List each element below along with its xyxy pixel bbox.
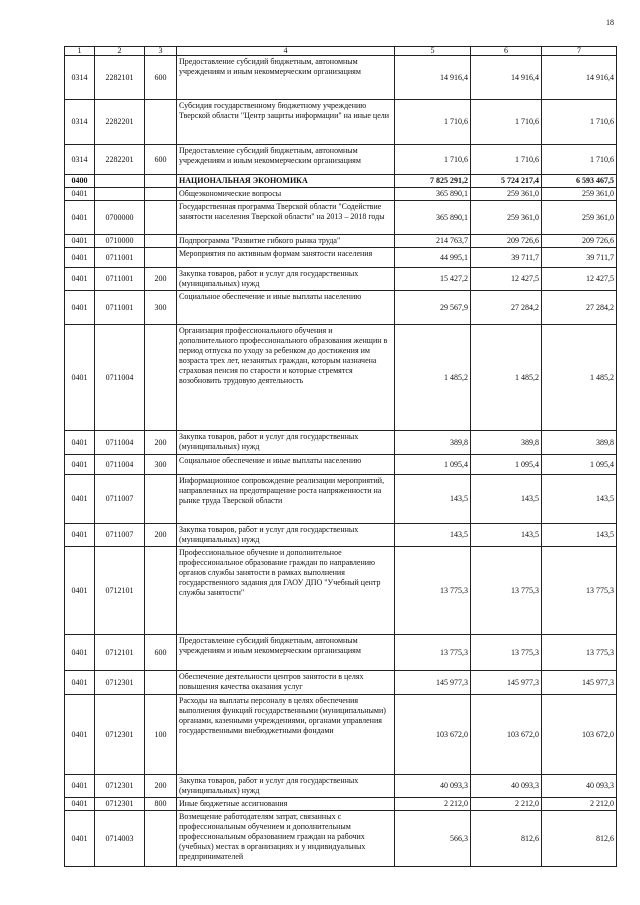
header-cell: 6 <box>471 47 542 56</box>
table-row <box>65 100 617 145</box>
target-code-cell: 0711007 <box>95 524 145 547</box>
amount-year3-cell: 209 726,6 <box>542 235 617 248</box>
amount-year1-cell: 15 427,2 <box>395 268 471 291</box>
description-cell: Обеспечение деятельности центров занятости в целях повышения качества оказания услуг <box>177 671 395 695</box>
header-cell: 7 <box>542 47 617 56</box>
target-code-cell: 0712101 <box>95 547 145 635</box>
amount-year2-cell: 14 916,4 <box>471 56 542 100</box>
amount-year3-cell: 13 775,3 <box>542 547 617 635</box>
section-code-cell: 0401 <box>65 455 95 475</box>
amount-year2-cell: 12 427,5 <box>471 268 542 291</box>
header-cell: 1 <box>65 47 95 56</box>
amount-year2-cell: 1 485,2 <box>471 325 542 431</box>
expense-type-cell <box>145 175 177 188</box>
section-code-cell: 0400 <box>65 175 95 188</box>
description-cell: Возмещение работодателям затрат, связанных с профессиональным обучением и дополнительным профессиональным образованием граждан на рабочих (учебных) местах в организациях и у индивидуальных предпринимателей <box>177 811 395 867</box>
amount-year2-cell: 145 977,3 <box>471 671 542 695</box>
amount-year2-cell: 143,5 <box>471 475 542 524</box>
amount-year2-cell: 1 095,4 <box>471 455 542 475</box>
description-cell: Предоставление субсидий бюджетным, автономным учреждениям и иным некоммерческим организациям <box>177 145 395 175</box>
amount-year1-cell: 566,3 <box>395 811 471 867</box>
target-code-cell: 0714003 <box>95 811 145 867</box>
header-cell: 2 <box>95 47 145 56</box>
amount-year2-cell: 209 726,6 <box>471 235 542 248</box>
amount-year3-cell: 1 710,6 <box>542 100 617 145</box>
target-code-cell: 0712301 <box>95 671 145 695</box>
table-row <box>65 248 617 268</box>
amount-year2-cell: 2 212,0 <box>471 798 542 811</box>
description-cell: Субсидия государственному бюджетному учреждению Тверской области "Центр защиты информации" на иные цели <box>177 100 395 145</box>
expense-type-cell <box>145 811 177 867</box>
amount-year1-cell: 2 212,0 <box>395 798 471 811</box>
section-code-cell: 0401 <box>65 268 95 291</box>
target-code-cell <box>95 175 145 188</box>
target-code-cell: 0712301 <box>95 798 145 811</box>
amount-year3-cell: 27 284,2 <box>542 291 617 325</box>
amount-year3-cell: 1 710,6 <box>542 145 617 175</box>
target-code-cell: 2282201 <box>95 145 145 175</box>
section-code-cell: 0401 <box>65 811 95 867</box>
section-code-cell: 0401 <box>65 235 95 248</box>
amount-year1-cell: 29 567,9 <box>395 291 471 325</box>
description-cell: Информационное сопровождение реализации мероприятий, направленных на предотвращение роста напряженности на рынке труда Тверской области <box>177 475 395 524</box>
expense-type-cell <box>145 100 177 145</box>
section-code-cell: 0314 <box>65 100 95 145</box>
amount-year1-cell: 389,8 <box>395 431 471 455</box>
amount-year1-cell: 7 825 291,2 <box>395 175 471 188</box>
expense-type-cell: 600 <box>145 635 177 671</box>
amount-year3-cell: 259 361,0 <box>542 188 617 201</box>
section-code-cell: 0401 <box>65 695 95 775</box>
header-row <box>65 47 617 56</box>
amount-year3-cell: 259 361,0 <box>542 201 617 235</box>
description-cell: Закупка товаров, работ и услуг для государственных (муниципальных) нужд <box>177 268 395 291</box>
expense-type-cell: 600 <box>145 56 177 100</box>
target-code-cell: 0712101 <box>95 635 145 671</box>
table-row <box>65 524 617 547</box>
section-code-cell: 0401 <box>65 798 95 811</box>
amount-year1-cell: 44 995,1 <box>395 248 471 268</box>
table-row <box>65 188 617 201</box>
amount-year1-cell: 143,5 <box>395 524 471 547</box>
section-code-cell: 0401 <box>65 524 95 547</box>
amount-year3-cell: 2 212,0 <box>542 798 617 811</box>
amount-year3-cell: 103 672,0 <box>542 695 617 775</box>
expense-type-cell: 200 <box>145 268 177 291</box>
amount-year1-cell: 365 890,1 <box>395 188 471 201</box>
amount-year2-cell: 259 361,0 <box>471 201 542 235</box>
table-row <box>65 235 617 248</box>
amount-year1-cell: 365 890,1 <box>395 201 471 235</box>
expense-type-cell <box>145 235 177 248</box>
amount-year2-cell: 27 284,2 <box>471 291 542 325</box>
table-row <box>65 798 617 811</box>
table-row <box>65 671 617 695</box>
amount-year1-cell: 1 095,4 <box>395 455 471 475</box>
table-row <box>65 145 617 175</box>
amount-year3-cell: 6 593 467,5 <box>542 175 617 188</box>
description-cell: Подпрограмма "Развитие гибкого рынка труда" <box>177 235 395 248</box>
description-cell: Предоставление субсидий бюджетным, автономным учреждениям и иным некоммерческим организациям <box>177 635 395 671</box>
expense-type-cell: 300 <box>145 455 177 475</box>
description-cell: Предоставление субсидий бюджетным, автономным учреждениям и иным некоммерческим организациям <box>177 56 395 100</box>
amount-year2-cell: 40 093,3 <box>471 775 542 798</box>
section-code-cell: 0401 <box>65 325 95 431</box>
section-code-cell: 0401 <box>65 291 95 325</box>
description-cell: Иные бюджетные ассигнования <box>177 798 395 811</box>
description-cell: Государственная программа Тверской области "Содействие занятости населения Тверской области" на 2013 – 2018 годы <box>177 201 395 235</box>
amount-year2-cell: 13 775,3 <box>471 635 542 671</box>
amount-year3-cell: 1 485,2 <box>542 325 617 431</box>
target-code-cell: 0711001 <box>95 291 145 325</box>
amount-year1-cell: 1 710,6 <box>395 145 471 175</box>
table-row <box>65 811 617 867</box>
amount-year2-cell: 389,8 <box>471 431 542 455</box>
amount-year3-cell: 143,5 <box>542 524 617 547</box>
section-code-cell: 0401 <box>65 431 95 455</box>
target-code-cell: 0711001 <box>95 248 145 268</box>
amount-year2-cell: 812,6 <box>471 811 542 867</box>
section-code-cell: 0401 <box>65 635 95 671</box>
expense-type-cell <box>145 188 177 201</box>
amount-year3-cell: 39 711,7 <box>542 248 617 268</box>
section-code-cell: 0314 <box>65 56 95 100</box>
page-number: 18 <box>606 18 614 27</box>
table-row <box>65 431 617 455</box>
description-cell: Социальное обеспечение и иные выплаты населению <box>177 455 395 475</box>
table-row <box>65 547 617 635</box>
table-row <box>65 455 617 475</box>
amount-year3-cell: 40 093,3 <box>542 775 617 798</box>
description-cell: Организация профессионального обучения и дополнительного профессионального образования женщин в период отпуска по уходу за ребенком до достижения им возраста трех лет, незанятых граждан, которым назначена страховая пенсия по старости и которые стремятся возобновить трудовую деятельность <box>177 325 395 431</box>
amount-year3-cell: 1 095,4 <box>542 455 617 475</box>
description-cell: Закупка товаров, работ и услуг для государственных (муниципальных) нужд <box>177 524 395 547</box>
expense-type-cell: 600 <box>145 145 177 175</box>
amount-year1-cell: 143,5 <box>395 475 471 524</box>
target-code-cell: 0711004 <box>95 431 145 455</box>
target-code-cell <box>95 188 145 201</box>
target-code-cell: 0711004 <box>95 325 145 431</box>
target-code-cell: 2282101 <box>95 56 145 100</box>
amount-year2-cell: 39 711,7 <box>471 248 542 268</box>
target-code-cell: 0710000 <box>95 235 145 248</box>
description-cell: Закупка товаров, работ и услуг для государственных (муниципальных) нужд <box>177 775 395 798</box>
description-cell: Мероприятия по активным формам занятости населения <box>177 248 395 268</box>
table-row <box>65 475 617 524</box>
amount-year1-cell: 1 710,6 <box>395 100 471 145</box>
table-row <box>65 268 617 291</box>
section-code-cell: 0401 <box>65 248 95 268</box>
table-row <box>65 175 617 188</box>
expense-type-cell <box>145 475 177 524</box>
expense-type-cell: 200 <box>145 524 177 547</box>
table-row <box>65 775 617 798</box>
amount-year3-cell: 145 977,3 <box>542 671 617 695</box>
section-code-cell: 0401 <box>65 775 95 798</box>
amount-year1-cell: 13 775,3 <box>395 547 471 635</box>
expense-type-cell <box>145 547 177 635</box>
description-cell: Профессиональное обучение и дополнительное профессиональное образование граждан по направлению органов службы занятости в рамках выполнения государственного задания для ГАОУ ДПО "Учебный центр службы занятости" <box>177 547 395 635</box>
amount-year3-cell: 812,6 <box>542 811 617 867</box>
expense-type-cell: 300 <box>145 291 177 325</box>
amount-year3-cell: 13 775,3 <box>542 635 617 671</box>
expense-type-cell <box>145 325 177 431</box>
amount-year1-cell: 40 093,3 <box>395 775 471 798</box>
target-code-cell: 0711004 <box>95 455 145 475</box>
expense-type-cell: 100 <box>145 695 177 775</box>
table-row <box>65 695 617 775</box>
description-cell: Расходы на выплаты персоналу в целях обеспечения выполнения функций государственными (муниципальными) органами, казенными учреждениями, органами управления государственными внебюджетными фондами <box>177 695 395 775</box>
target-code-cell: 0712301 <box>95 695 145 775</box>
header-cell: 3 <box>145 47 177 56</box>
amount-year1-cell: 1 485,2 <box>395 325 471 431</box>
expense-type-cell: 800 <box>145 798 177 811</box>
table-row <box>65 325 617 431</box>
expense-type-cell <box>145 248 177 268</box>
expense-type-cell: 200 <box>145 775 177 798</box>
table-row <box>65 201 617 235</box>
budget-table <box>64 46 617 867</box>
expense-type-cell <box>145 201 177 235</box>
amount-year1-cell: 13 775,3 <box>395 635 471 671</box>
amount-year3-cell: 12 427,5 <box>542 268 617 291</box>
amount-year1-cell: 14 916,4 <box>395 56 471 100</box>
table-row <box>65 291 617 325</box>
section-code-cell: 0401 <box>65 188 95 201</box>
amount-year3-cell: 143,5 <box>542 475 617 524</box>
amount-year1-cell: 145 977,3 <box>395 671 471 695</box>
header-cell: 5 <box>395 47 471 56</box>
amount-year2-cell: 259 361,0 <box>471 188 542 201</box>
amount-year2-cell: 1 710,6 <box>471 145 542 175</box>
section-code-cell: 0314 <box>65 145 95 175</box>
expense-type-cell <box>145 671 177 695</box>
target-code-cell: 0711007 <box>95 475 145 524</box>
section-code-cell: 0401 <box>65 475 95 524</box>
target-code-cell: 2282201 <box>95 100 145 145</box>
target-code-cell: 0712301 <box>95 775 145 798</box>
amount-year2-cell: 5 724 217,4 <box>471 175 542 188</box>
description-cell: Общеэкономические вопросы <box>177 188 395 201</box>
expense-type-cell: 200 <box>145 431 177 455</box>
target-code-cell: 0711001 <box>95 268 145 291</box>
header-cell: 4 <box>177 47 395 56</box>
description-cell: Социальное обеспечение и иные выплаты населению <box>177 291 395 325</box>
section-code-cell: 0401 <box>65 201 95 235</box>
section-code-cell: 0401 <box>65 671 95 695</box>
description-cell: Закупка товаров, работ и услуг для государственных (муниципальных) нужд <box>177 431 395 455</box>
table-row <box>65 635 617 671</box>
amount-year2-cell: 143,5 <box>471 524 542 547</box>
amount-year3-cell: 389,8 <box>542 431 617 455</box>
amount-year2-cell: 13 775,3 <box>471 547 542 635</box>
description-cell: НАЦИОНАЛЬНАЯ ЭКОНОМИКА <box>177 175 395 188</box>
amount-year1-cell: 103 672,0 <box>395 695 471 775</box>
amount-year2-cell: 103 672,0 <box>471 695 542 775</box>
amount-year1-cell: 214 763,7 <box>395 235 471 248</box>
amount-year2-cell: 1 710,6 <box>471 100 542 145</box>
target-code-cell: 0700000 <box>95 201 145 235</box>
amount-year3-cell: 14 916,4 <box>542 56 617 100</box>
section-code-cell: 0401 <box>65 547 95 635</box>
table-row <box>65 56 617 100</box>
